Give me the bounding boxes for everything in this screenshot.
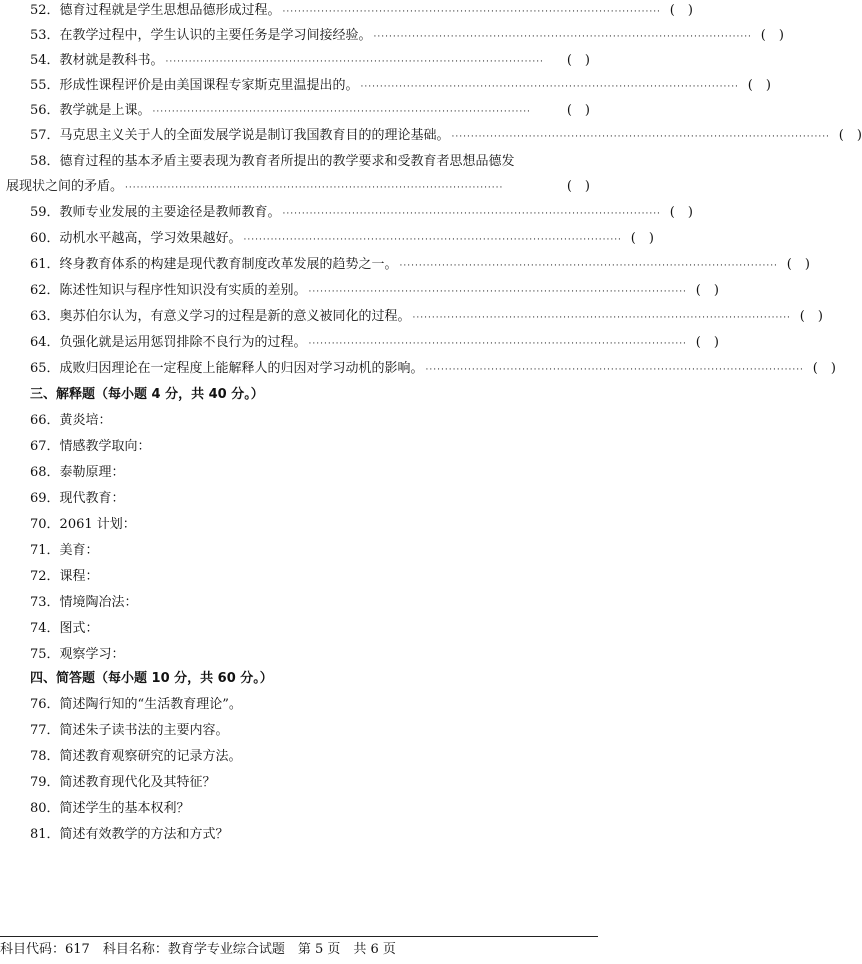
question-text: 55．形成性课程评价是由美国课程专家斯克里温提出的。 [30, 78, 359, 93]
section-heading-explanation: 三、解释题（每小题 4 分，共 40 分。） [30, 387, 264, 402]
question-text: 65．成败归因理论在一定程度上能解释人的归因对学习动机的影响。 [30, 361, 424, 376]
leader-dots: ·································································································· [360, 82, 739, 92]
leader-dots: ·································································································· [165, 57, 544, 67]
question-63 [30, 306, 823, 328]
question-60 [30, 228, 654, 250]
question-55 [30, 75, 771, 97]
leader-dots: ·································································································· [125, 183, 504, 193]
question-text: 62．陈述性知识与程序性知识没有实质的差别。 [30, 283, 307, 298]
question-80: 80．简述学生的基本权利？ [30, 801, 190, 816]
question-text: 56．教学就是上课。 [30, 103, 151, 118]
leader-dots: ·································································································· [412, 313, 791, 323]
question-text: 58．德育过程的基本矛盾主要表现为教育者所提出的教学要求和受教育者思想品德发 [30, 154, 515, 169]
leader-dots: ·································································································· [152, 107, 531, 117]
question-59 [30, 202, 693, 224]
question-81: 81．简述有效教学的方法和方式？ [30, 827, 229, 842]
question-66: 66．黄炎培： [30, 413, 112, 428]
leader-dots: ·································································································· [243, 235, 622, 245]
question-64 [30, 332, 719, 354]
question-78: 78．简述教育观察研究的记录方法。 [30, 749, 242, 764]
question-75: 75．观察学习： [30, 647, 125, 662]
answer-blank: ( ) [669, 205, 693, 220]
answer-blank: ( ) [838, 128, 862, 143]
question-69: 69．现代教育： [30, 491, 125, 506]
answer-blank: ( ) [566, 103, 590, 118]
page-footer: 科目代码：617 科目名称：教育学专业综合试题 第 5 页 共 6 页 [0, 942, 396, 957]
answer-blank: ( ) [812, 361, 836, 376]
question-text: 54．教材就是教科书。 [30, 53, 164, 68]
question-65 [30, 358, 836, 380]
leader-dots: ·································································································· [282, 7, 661, 17]
question-62 [30, 280, 719, 302]
answer-blank: ( ) [566, 179, 590, 194]
question-52 [30, 0, 693, 22]
question-text: 61．终身教育体系的构建是现代教育制度改革发展的趋势之一。 [30, 257, 398, 272]
answer-blank: ( ) [630, 231, 654, 246]
question-text: 59．教师专业发展的主要途径是教师教育。 [30, 205, 281, 220]
leader-dots: ·································································································· [373, 32, 752, 42]
leader-dots: ·································································································· [425, 365, 804, 375]
question-text: 53．在教学过程中，学生认识的主要任务是学习间接经验。 [30, 28, 372, 43]
leader-dots: ·································································································· [282, 209, 661, 219]
question-text: 63．奥苏伯尔认为，有意义学习的过程是新的意义被同化的过程。 [30, 309, 411, 324]
answer-blank: ( ) [760, 28, 784, 43]
section-heading-short-answer: 四、简答题（每小题 10 分，共 60 分。） [30, 671, 273, 686]
question-54 [30, 50, 590, 72]
answer-blank: ( ) [695, 335, 719, 350]
answer-blank: ( ) [695, 283, 719, 298]
question-text: 52．德育过程就是学生思想品德形成过程。 [30, 3, 281, 18]
question-58-line2 [6, 176, 590, 198]
question-67: 67．情感教学取向： [30, 439, 151, 454]
question-72: 72．课程： [30, 569, 99, 584]
footer-divider [0, 936, 598, 937]
leader-dots: ·································································································· [451, 132, 830, 142]
question-61 [30, 254, 810, 276]
question-77: 77．简述朱子读书法的主要内容。 [30, 723, 229, 738]
question-53 [30, 25, 784, 47]
answer-blank: ( ) [669, 3, 693, 18]
question-70: 70．2061 计划： [30, 517, 136, 532]
question-text: 60．动机水平越高，学习效果越好。 [30, 231, 242, 246]
question-79: 79．简述教育现代化及其特征？ [30, 775, 216, 790]
answer-blank: ( ) [566, 53, 590, 68]
question-74: 74．图式： [30, 621, 99, 636]
question-56 [30, 100, 590, 122]
question-73: 73．情境陶冶法： [30, 595, 138, 610]
question-58-line1 [30, 151, 590, 173]
question-text: 64．负强化就是运用惩罚排除不良行为的过程。 [30, 335, 307, 350]
question-76: 76．简述陶行知的“生活教育理论”。 [30, 697, 242, 712]
question-71: 71．美育： [30, 543, 99, 558]
question-57 [30, 125, 862, 147]
question-text: 57．马克思主义关于人的全面发展学说是制订我国教育目的的理论基础。 [30, 128, 450, 143]
answer-blank: ( ) [786, 257, 810, 272]
question-68: 68．泰勒原理： [30, 465, 125, 480]
leader-dots: ·································································································· [399, 261, 778, 271]
answer-blank: ( ) [747, 78, 771, 93]
leader-dots: ·································································································· [308, 339, 687, 349]
question-text: 展现状之间的矛盾。 [6, 179, 124, 194]
answer-blank: ( ) [799, 309, 823, 324]
leader-dots: ·································································································· [308, 287, 687, 297]
